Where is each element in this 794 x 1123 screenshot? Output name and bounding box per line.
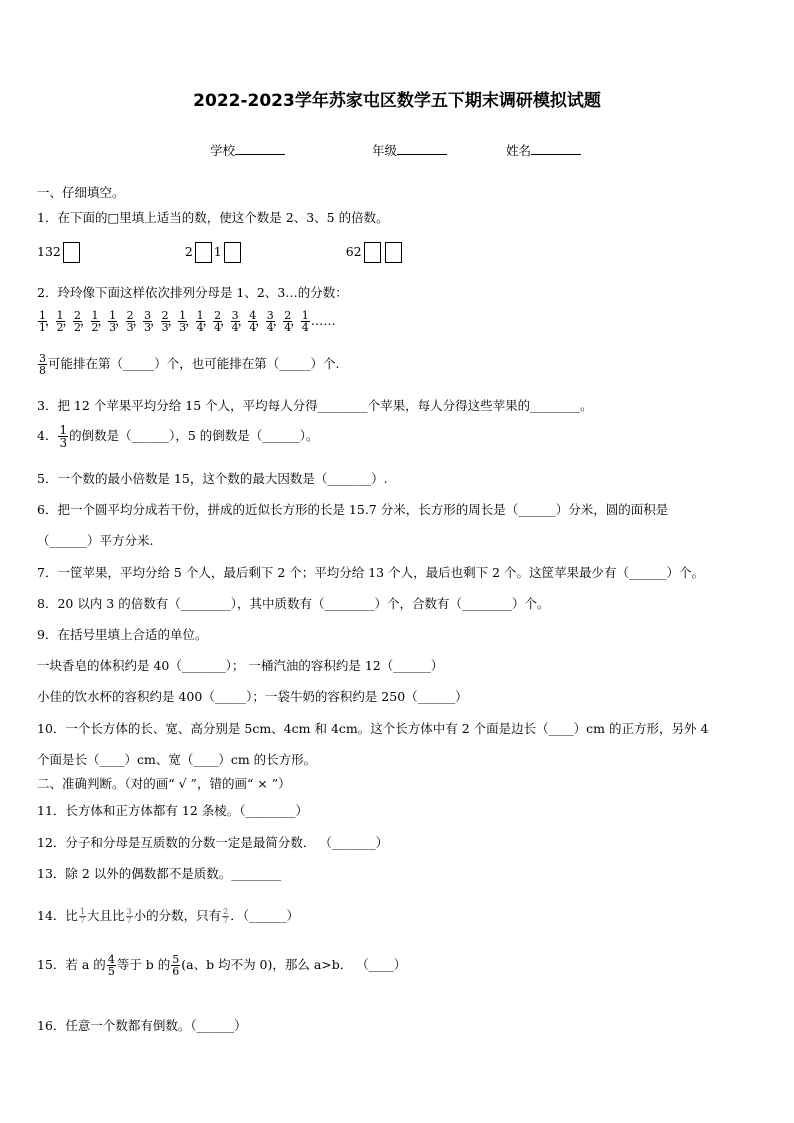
question-5: 5．一个数的最小倍数是 15，这个数的最大因数是（_______）. — [37, 471, 388, 486]
comma: ， — [62, 313, 76, 328]
question-1-blanks — [37, 242, 404, 263]
comma: ， — [167, 313, 181, 328]
fraction-1-3: $\frac{1}{3}$ — [59, 423, 68, 450]
comma: ， — [97, 313, 111, 328]
ellipsis: …… — [310, 313, 336, 328]
question-16: 16．任意一个数都有倒数。（______） — [37, 1018, 247, 1033]
digit-box[interactable] — [195, 242, 212, 263]
question-3: 3．把 12 个苹果平均分给 15 个人，平均每人分得________个苹果，每人分得这些苹果的________。 — [37, 398, 593, 413]
comma: ， — [272, 313, 286, 328]
comma: ， — [150, 313, 163, 328]
sequence-fraction: $\frac{1}{4}$ — [196, 309, 204, 334]
fraction-3-8: $\frac{3}{8}$ — [39, 352, 46, 377]
question-2: 2．玲玲像下面这样依次排列分母是 1、2、3…的分数： — [37, 285, 348, 300]
digit-box[interactable] — [385, 242, 402, 263]
question-6-line-1: 6．把一个圆平均分成若干份，拼成的近似长方形的长是 15.7 分米，长方形的周长是（______）分米，圆的面积是 — [37, 502, 669, 517]
digit-box[interactable] — [63, 242, 80, 263]
question-8: 8．20 以内 3 的倍数有（________），其中质数有（________）个，合数有（________）个。 — [37, 596, 550, 611]
comma: ， — [202, 313, 216, 328]
section-2-heading: 二、准确判断。（对的画“ √ ”，错的画“ × ”） — [37, 776, 291, 791]
question-9: 9．在括号里填上合适的单位。 — [37, 627, 208, 642]
comma: ， — [255, 313, 268, 328]
question-13: 13．除 2 以外的偶数都不是质数。________ — [37, 866, 282, 881]
question-7: 7．一筐苹果，平均分给 5 个人，最后剩下 2 个；平均分给 13 个人，最后也剩下 2 个。这筐苹果最少有（______）个。 — [37, 565, 705, 580]
name-label: 姓名 — [506, 143, 532, 158]
comma: ， — [132, 313, 146, 328]
fraction-1-7: $\frac{1}{7}$ — [79, 907, 85, 925]
fraction-sequence — [37, 310, 336, 333]
digit-box[interactable] — [224, 242, 241, 263]
sequence-fraction: $\frac{1}{2}$ — [56, 309, 64, 334]
fraction-3-7: $\frac{3}{7}$ — [126, 907, 132, 925]
fraction-5-6: $\frac{5}{6}$ — [172, 953, 180, 978]
sequence-fraction: $\frac{3}{4}$ — [266, 309, 274, 334]
question-14: 14．比 $\frac{1}{7}$ 大且比 $\frac{3}{7}$ 小的分数，只有 $\frac{2}{7}$ ．（______） — [37, 907, 299, 925]
question-2-sub-text: 可能排在第（_____）个，也可能排在第（_____）个. — [48, 356, 340, 371]
sequence-fraction: $\frac{3}{4}$ — [231, 309, 239, 334]
sequence-fraction: $\frac{1}{2}$ — [91, 309, 99, 334]
sequence-fraction: $\frac{2}{2}$ — [74, 309, 82, 334]
question-2-sub — [37, 353, 339, 376]
sequence-fraction: $\frac{1}{4}$ — [301, 309, 309, 334]
question-10-line-1: 10．一个长方体的长、宽、高分别是 5cm、4cm 和 4cm。这个长方体中有 2 个面是边长（____）cm 的正方形，另外 4 — [37, 721, 709, 736]
number-132: 132 — [37, 244, 61, 259]
sequence-fraction: $\frac{1}{3}$ — [109, 309, 117, 334]
question-6-line-2: （______）平方分米. — [37, 533, 154, 548]
grade-field[interactable] — [372, 141, 447, 159]
comma: ， — [45, 313, 58, 328]
comma: ， — [290, 313, 303, 328]
question-9-part-b: 小佳的饮水杯的容积约是 400（_____）；一袋牛奶的容积约是 250（______） — [37, 689, 468, 704]
sequence-fraction: $\frac{1}{3}$ — [179, 309, 187, 334]
question-9-part-a: 一块香皂的体积约是 40（_______）； 一桶汽油的容积约是 12（______） — [37, 658, 444, 673]
page-title: 2022-2023学年苏家屯区数学五下期末调研模拟试题 — [193, 91, 601, 111]
question-1: 1．在下面的□里填上适当的数，使这个数是 2、3、5 的倍数。 — [37, 210, 389, 225]
question-15: 15．若 a 的 $\frac{4}{5}$ 等于 b 的 $\frac{5}{6}$ (a、b 均不为 0)，那么 a>b． （____） — [37, 953, 407, 978]
school-label: 学校 — [210, 143, 236, 158]
number-62: 62 — [345, 244, 362, 259]
section-1-heading: 一、仔细填空。 — [37, 185, 125, 200]
sequence-fraction: $\frac{2}{4}$ — [284, 309, 292, 334]
sequence-fraction: $\frac{1}{1}$ — [39, 309, 46, 334]
sequence-fraction: $\frac{4}{4}$ — [249, 309, 257, 334]
sequence-fraction: $\frac{2}{3}$ — [161, 309, 169, 334]
comma: ， — [185, 313, 198, 328]
grade-label: 年级 — [372, 143, 398, 158]
sequence-fraction: $\frac{3}{3}$ — [144, 309, 152, 334]
school-field[interactable] — [210, 141, 285, 159]
sequence-fraction: $\frac{2}{4}$ — [214, 309, 222, 334]
comma: ， — [115, 313, 128, 328]
fraction-4-5: $\frac{4}{5}$ — [107, 953, 115, 978]
comma: ， — [220, 313, 233, 328]
question-11: 11．长方体和正方体都有 12 条棱。（________） — [37, 803, 309, 818]
fraction-2-7: $\frac{2}{7}$ — [223, 907, 229, 925]
question-4: 4． $\frac{1}{3}$ 的倒数是（______），5 的倒数是（______）。 — [37, 423, 319, 450]
question-4-text: 的倒数是（______），5 的倒数是（______）。 — [69, 428, 319, 443]
name-field[interactable] — [506, 141, 581, 159]
question-10-line-2: 个面是长（____）cm、宽（____）cm 的长方形。 — [37, 752, 317, 767]
comma: ， — [237, 313, 251, 328]
number-1: 1 — [213, 244, 222, 259]
number-2: 2 — [184, 244, 193, 259]
comma: ， — [80, 313, 93, 328]
question-12: 12．分子和分母是互质数的分数一定是最简分数． （_______） — [37, 835, 389, 850]
sequence-fraction: $\frac{2}{3}$ — [126, 309, 134, 334]
digit-box[interactable] — [364, 242, 381, 263]
